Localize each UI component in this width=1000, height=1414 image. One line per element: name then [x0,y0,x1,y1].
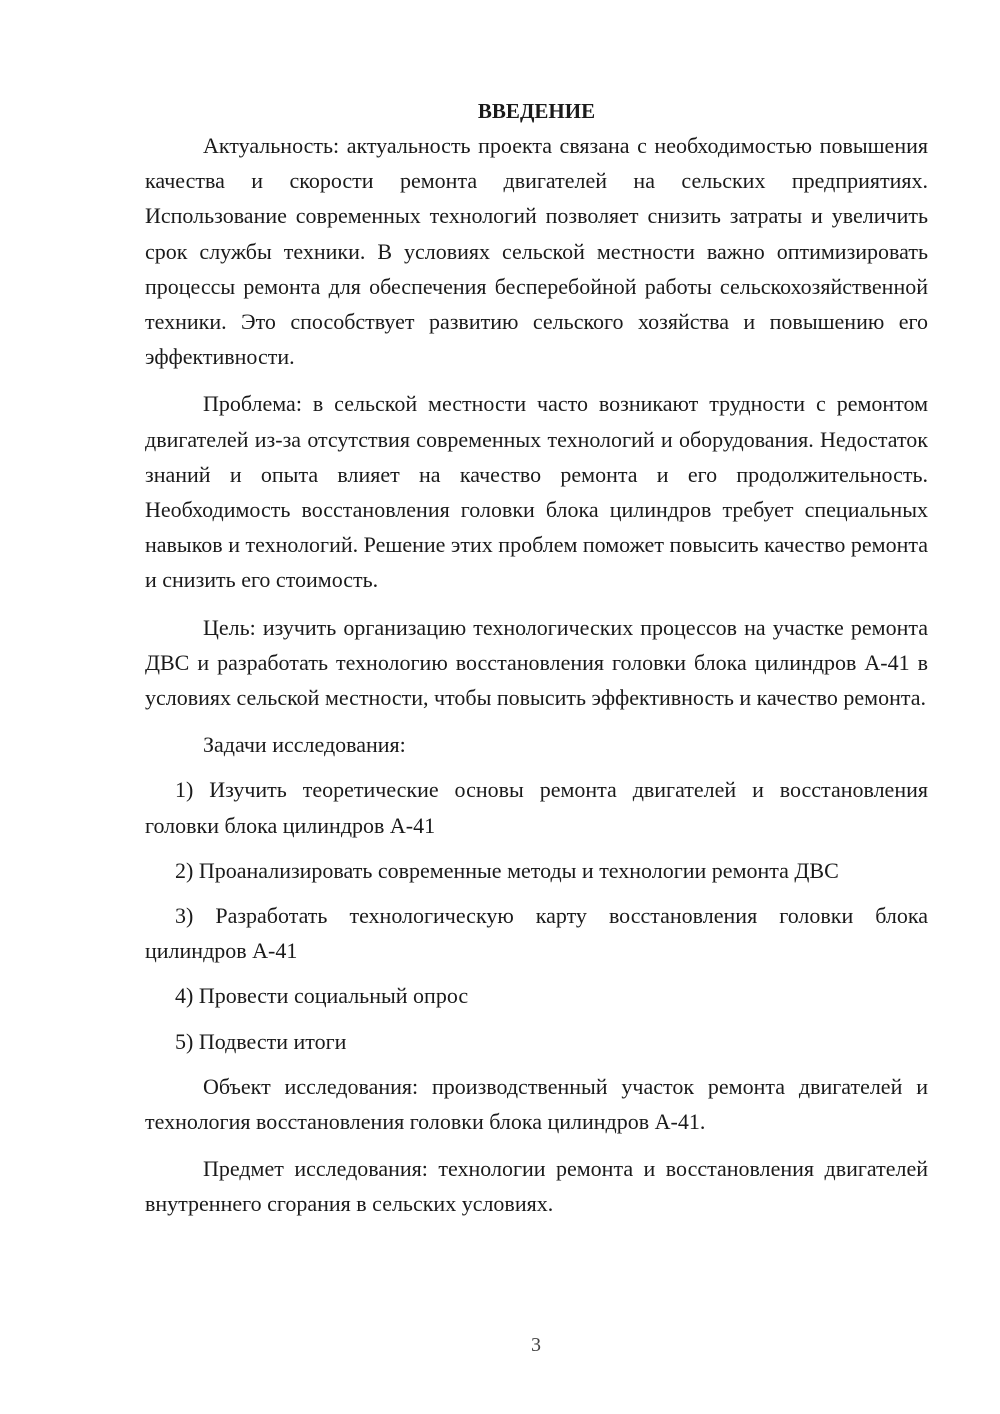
tasks-heading: Задачи исследования: [203,732,406,758]
task-item-5: 5) Подвести итоги [175,1028,347,1054]
paragraph-goal: Цель: изучить организацию технологических процессов на участке ремонта ДВС и разработать технологию восстановления головки блока цилиндров А-41 в условиях сельской местности, чтобы повысить эффективность и качество ремонта. [145,614,928,711]
paragraph-relevance: Актуальность: актуальность проекта связана с необходимостью повышения качества и скорости ремонта двигателей на сельских предприятиях. Использование современных технологий позволяет снизить затраты и увеличить срок службы техники. В условиях сельской местности важно оптимизировать процессы ремонта для обеспечения бесперебойной работы сельскохозяйственной техники. Это способствует развитию сельского хозяйства и повышению его эффективности. [145,133,928,370]
paragraph-subject: Предмет исследования: технологии ремонта и восстановления двигателей внутреннего сгорания в сельских условиях. [145,1156,928,1217]
task-item-3: 3) Разработать технологическую карту восстановления головки блока цилиндров А-41 [145,903,928,964]
page-title: ВВЕДЕНИЕ [477,99,596,123]
page-number: 3 [531,1334,541,1356]
paragraph-problem: Проблема: в сельской местности часто возникают трудности с ремонтом двигателей из-за отсутствия современных технологий и оборудования. Недостаток знаний и опыта влияет на качество ремонта и его продолжительность. Необходимость восстановления головки блока цилиндров требует специальных навыков и технологий. Решение этих проблем поможет повысить качество ремонта и снизить его стоимость. [145,391,928,593]
task-item-4: 4) Провести социальный опрос [175,983,469,1009]
task-item-2: 2) Проанализировать современные методы и технологии ремонта ДВС [175,857,839,883]
document-body [145,96,928,1234]
task-item-1: 1) Изучить теоретические основы ремонта двигателей и восстановления головки блока цилиндров А-41 [145,777,928,838]
paragraph-object: Объект исследования: производственный участок ремонта двигателей и технология восстановления головки блока цилиндров А-41. [145,1073,928,1135]
